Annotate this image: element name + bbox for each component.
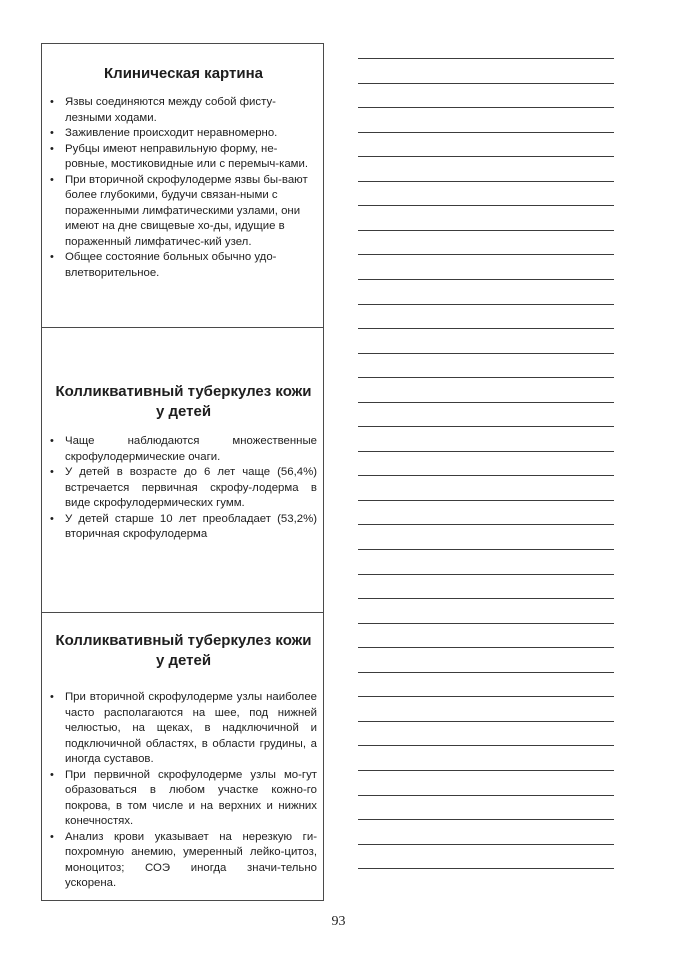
- slide-title: Колликвативный туберкулез кожи у детей: [55, 632, 312, 669]
- note-line: [358, 451, 614, 452]
- note-line: [358, 83, 614, 84]
- bullet-icon: •: [50, 251, 54, 263]
- note-line: [358, 156, 614, 157]
- note-line: [358, 696, 614, 697]
- note-line: [358, 254, 614, 255]
- note-line: [358, 500, 614, 501]
- slide-title: Клиническая картина: [104, 65, 263, 82]
- note-line: [358, 205, 614, 206]
- list-item: • Заживление происходит неравномерно.: [50, 126, 317, 142]
- bullet-icon: •: [50, 435, 54, 447]
- note-line: [358, 770, 614, 771]
- list-item: • У детей старше 10 лет преобладает (53,2%) вторичная скрофулодерма: [50, 512, 317, 540]
- note-line: [358, 132, 614, 133]
- note-line: [358, 672, 614, 673]
- note-line: [358, 524, 614, 525]
- bullet-icon: •: [50, 127, 54, 139]
- note-line: [358, 745, 614, 746]
- list-item: • Анализ крови указывает на нерезкую ги-похромную анемию, умеренный лейко-цитоз, моноцитоз; СОЭ иногда значи-тельно ускорена.: [50, 830, 317, 889]
- note-line: [358, 58, 614, 59]
- list-item: • Язвы соединяются между собой фисту-лезными ходами.: [50, 96, 276, 124]
- slide-title: Колликвативный туберкулез кожи у детей: [55, 383, 312, 420]
- note-line: [358, 328, 614, 329]
- list-item: • У детей в возрасте до 6 лет чаще (56,4%) встречается первичная скрофу-лодерма в виде скрофулодермических гумм.: [50, 466, 317, 509]
- bullet-icon: •: [50, 142, 54, 155]
- notes-lines-area: [358, 0, 614, 900]
- list-item: • Рубцы имеют неправильную форму, не-ровные, мостиковидные или с перемыч-ками.: [50, 142, 309, 170]
- slide-colliquative-tb-children-2: [42, 613, 323, 900]
- page-number: 93: [331, 914, 346, 929]
- slides-panel: [41, 43, 324, 901]
- bullet-icon: •: [50, 96, 54, 108]
- note-line: [358, 795, 614, 796]
- bullet-list: [50, 690, 317, 892]
- note-line: [358, 181, 614, 182]
- note-line: [358, 721, 614, 722]
- note-line: [358, 574, 614, 575]
- note-line: [358, 304, 614, 305]
- note-line: [358, 230, 614, 231]
- note-line: [358, 107, 614, 108]
- note-line: [358, 377, 614, 378]
- list-item: • Чаще наблюдаются множественные скрофулодермические очаги.: [50, 435, 317, 463]
- note-line: [358, 819, 614, 820]
- note-line: [358, 549, 614, 550]
- bullet-list: [50, 95, 317, 281]
- bullet-icon: •: [50, 173, 54, 186]
- note-line: [358, 279, 614, 280]
- note-line: [358, 647, 614, 648]
- bullet-icon: •: [50, 830, 54, 843]
- bullet-icon: •: [50, 466, 54, 478]
- bullet-icon: •: [50, 691, 54, 703]
- slide-colliquative-tb-children-1: [42, 328, 323, 613]
- note-line: [358, 426, 614, 427]
- note-line: [358, 868, 614, 869]
- note-line: [358, 598, 614, 599]
- note-line: [358, 475, 614, 476]
- bullet-list: [50, 434, 317, 543]
- list-item: • При первичной скрофулодерме узлы мо-гут образоваться в любом участке кожно-го покрова, в том числе и на верхних и нижних конечностях.: [50, 768, 317, 827]
- note-line: [358, 623, 614, 624]
- bullet-icon: •: [50, 512, 54, 525]
- slide-clinical-picture: [42, 44, 323, 328]
- bullet-icon: •: [50, 768, 54, 781]
- note-line: [358, 844, 614, 845]
- list-item: • Общее состояние больных обычно удо-влетворительное.: [50, 251, 277, 279]
- list-item: • При вторичной скрофулодерме язвы бы-вают более глубокими, будучи связан-ными с пораженными лимфатическими узлами, они имеют на дне свищевые хо-ды, идущие в пораженный лимфатичес-кий узел.: [50, 173, 308, 248]
- note-line: [358, 353, 614, 354]
- note-line: [358, 402, 614, 403]
- list-item: • При вторичной скрофулодерме узлы наиболее часто располагаются на шее, под нижней челюстью, на щеках, в надключичной и подключичной областях, в области грудины, а иногда суставов.: [50, 691, 317, 765]
